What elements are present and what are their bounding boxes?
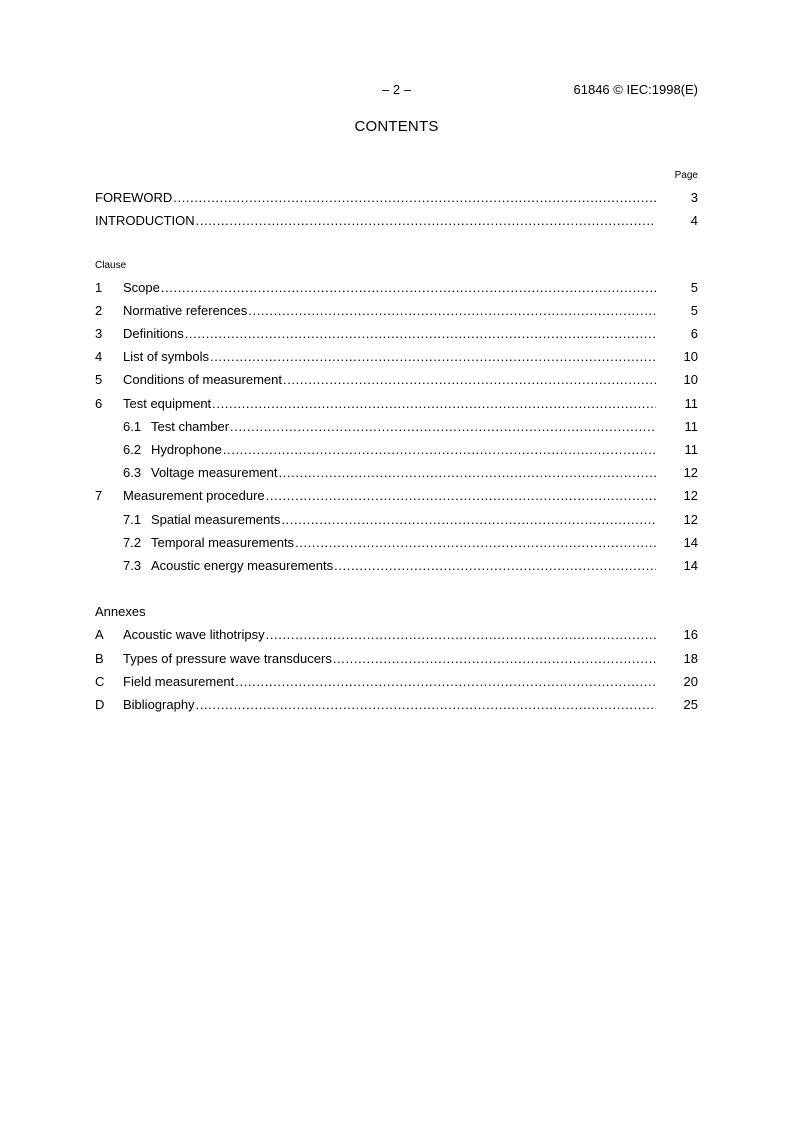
toc-entry-page: 6 bbox=[690, 326, 698, 341]
leader-dots bbox=[266, 487, 656, 505]
toc-entry-page: 3 bbox=[690, 190, 698, 205]
toc-entry-title: Hydrophone bbox=[151, 442, 222, 457]
toc-entry-foreword[interactable] bbox=[95, 189, 698, 207]
toc-entry-page: 5 bbox=[690, 280, 698, 295]
toc-entry-number: D bbox=[95, 697, 105, 712]
toc-entry-page: 16 bbox=[683, 627, 698, 642]
toc-entry-clause-7[interactable] bbox=[95, 487, 698, 505]
annexes-heading: Annexes bbox=[95, 604, 146, 619]
toc-entry-number: 7.3 bbox=[123, 558, 142, 573]
toc-entry-clause-5[interactable] bbox=[95, 371, 698, 389]
toc-entry-title: Temporal measurements bbox=[151, 535, 295, 550]
leader-dots bbox=[173, 189, 656, 207]
toc-entry-annex-c[interactable] bbox=[95, 673, 698, 691]
leader-dots bbox=[235, 673, 656, 691]
toc-entry-clause-7-1[interactable] bbox=[95, 511, 698, 529]
toc-entry-title: Acoustic energy measurements bbox=[151, 558, 334, 573]
toc-entry-page: 20 bbox=[683, 674, 698, 689]
toc-entry-number: 7 bbox=[95, 488, 103, 503]
toc-entry-number: 6.3 bbox=[123, 465, 142, 480]
toc-entry-page: 12 bbox=[683, 488, 698, 503]
toc-entry-page: 18 bbox=[683, 651, 698, 666]
toc-entry-number: 2 bbox=[95, 303, 103, 318]
toc-entry-number: 3 bbox=[95, 326, 103, 341]
toc-entry-page: 12 bbox=[683, 465, 698, 480]
page-number: – 2 – bbox=[382, 82, 411, 97]
toc-entry-title: Test equipment bbox=[123, 396, 212, 411]
toc-entry-title: Bibliography bbox=[123, 697, 195, 712]
page-column-label: Page bbox=[674, 170, 698, 181]
toc-entry-number: 6.2 bbox=[123, 442, 142, 457]
toc-entry-clause-6-1[interactable] bbox=[95, 418, 698, 436]
toc-entry-clause-6[interactable] bbox=[95, 395, 698, 413]
toc-entry-clause-1[interactable] bbox=[95, 279, 698, 297]
toc-entry-title: Scope bbox=[123, 280, 160, 295]
toc-entry-number: A bbox=[95, 627, 104, 642]
toc-entry-page: 14 bbox=[683, 535, 698, 550]
clause-label: Clause bbox=[95, 260, 127, 271]
toc-entry-title: INTRODUCTION bbox=[95, 213, 195, 228]
leader-dots bbox=[223, 441, 656, 459]
toc-entry-title: Measurement procedure bbox=[123, 488, 265, 503]
toc-entry-title: Spatial measurements bbox=[151, 512, 281, 527]
toc-entry-page: 5 bbox=[690, 303, 698, 318]
leader-dots bbox=[212, 395, 656, 413]
leader-dots bbox=[196, 212, 656, 230]
toc-entry-page: 14 bbox=[683, 558, 698, 573]
leader-dots bbox=[283, 371, 656, 389]
leader-dots bbox=[333, 650, 656, 668]
toc-entry-number: 1 bbox=[95, 280, 103, 295]
toc-entry-page: 11 bbox=[684, 419, 698, 434]
leader-dots bbox=[185, 325, 656, 343]
toc-entry-clause-6-3[interactable] bbox=[95, 464, 698, 482]
toc-entry-number: 6 bbox=[95, 396, 103, 411]
toc-entry-page: 10 bbox=[683, 349, 698, 364]
toc-entry-clause-3[interactable] bbox=[95, 325, 698, 343]
toc-entry-title: Normative references bbox=[123, 303, 248, 318]
toc-entry-title: Types of pressure wave transducers bbox=[123, 651, 332, 666]
toc-entry-annex-a[interactable] bbox=[95, 626, 698, 644]
toc-entry-number: 7.2 bbox=[123, 535, 142, 550]
toc-entry-title: FOREWORD bbox=[95, 190, 173, 205]
contents-title: CONTENTS bbox=[354, 118, 439, 135]
toc-entry-title: List of symbols bbox=[123, 349, 209, 364]
toc-entry-number: 6.1 bbox=[123, 419, 142, 434]
toc-entry-number: 7.1 bbox=[123, 512, 142, 527]
toc-entry-title: Definitions bbox=[123, 326, 184, 341]
toc-entry-page: 11 bbox=[684, 396, 698, 411]
leader-dots bbox=[295, 534, 656, 552]
toc-entry-title: Acoustic wave lithotripsy bbox=[123, 627, 265, 642]
toc-entry-clause-7-3[interactable] bbox=[95, 557, 698, 575]
leader-dots bbox=[210, 348, 656, 366]
toc-entry-title: Field measurement bbox=[123, 674, 235, 689]
toc-entry-annex-b[interactable] bbox=[95, 650, 698, 668]
toc-entry-annex-d[interactable] bbox=[95, 696, 698, 714]
leader-dots bbox=[281, 511, 656, 529]
leader-dots bbox=[161, 279, 656, 297]
toc-entry-page: 12 bbox=[683, 512, 698, 527]
toc-entry-number: C bbox=[95, 674, 105, 689]
toc-entry-page: 4 bbox=[690, 213, 698, 228]
toc-entry-clause-7-2[interactable] bbox=[95, 534, 698, 552]
toc-entry-title: Voltage measurement bbox=[151, 465, 278, 480]
toc-entry-title: Test chamber bbox=[151, 419, 230, 434]
leader-dots bbox=[196, 696, 656, 714]
leader-dots bbox=[266, 626, 656, 644]
toc-entry-clause-2[interactable] bbox=[95, 302, 698, 320]
toc-entry-page: 11 bbox=[684, 442, 698, 457]
toc-entry-page: 25 bbox=[683, 697, 698, 712]
leader-dots bbox=[230, 418, 656, 436]
leader-dots bbox=[278, 464, 656, 482]
toc-entry-clause-6-2[interactable] bbox=[95, 441, 698, 459]
toc-entry-introduction[interactable] bbox=[95, 212, 698, 230]
leader-dots bbox=[248, 302, 656, 320]
toc-entry-number: B bbox=[95, 651, 104, 666]
toc-entry-number: 5 bbox=[95, 372, 103, 387]
leader-dots bbox=[334, 557, 656, 575]
document-reference: 61846 © IEC:1998(E) bbox=[573, 82, 698, 97]
toc-entry-title: Conditions of measurement bbox=[123, 372, 282, 387]
toc-entry-number: 4 bbox=[95, 349, 103, 364]
toc-entry-page: 10 bbox=[683, 372, 698, 387]
toc-entry-clause-4[interactable] bbox=[95, 348, 698, 366]
